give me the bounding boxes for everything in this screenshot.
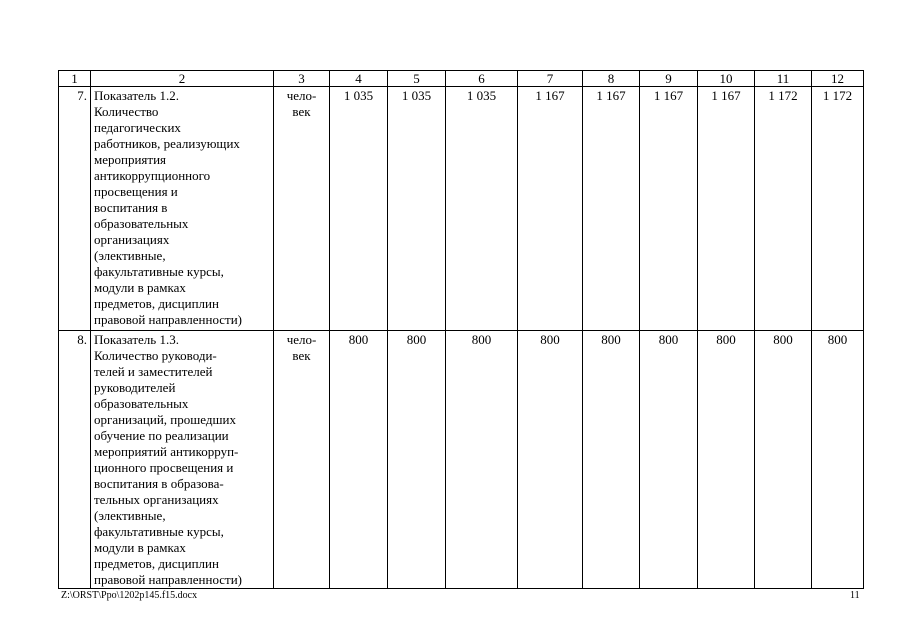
indicator-line: модули в рамках <box>94 540 186 555</box>
row-number: 7. <box>59 87 91 331</box>
value-cell: 800 <box>698 331 755 589</box>
value-cell: 800 <box>330 331 388 589</box>
value-cell: 1 172 <box>812 87 864 331</box>
indicator-line: просвещения и <box>94 184 178 199</box>
value-cell: 800 <box>755 331 812 589</box>
column-number: 10 <box>698 71 755 87</box>
value-cell: 1 035 <box>446 87 518 331</box>
indicator-line: факультативные курсы, <box>94 264 224 279</box>
column-number: 1 <box>59 71 91 87</box>
value-cell: 1 035 <box>388 87 446 331</box>
indicator-line: руководителей <box>94 380 176 395</box>
indicator-line: предметов, дисциплин <box>94 556 219 571</box>
indicator-line: Показатель 1.3. <box>94 332 179 347</box>
indicator-line: мероприятия <box>94 152 167 167</box>
unit-cell <box>274 331 330 589</box>
indicator-line: правовой направленности) <box>94 572 243 587</box>
indicator-line: работников, реализующих <box>94 136 240 151</box>
value-cell: 1 172 <box>755 87 812 331</box>
indicator-line: мероприятий антикорруп- <box>94 444 239 459</box>
indicator-cell <box>91 87 274 331</box>
table-row <box>59 331 864 589</box>
footer-file-path: Z:\ORST\Ppo\1202p145.f15.docx <box>61 590 198 601</box>
column-number: 3 <box>274 71 330 87</box>
column-number: 6 <box>446 71 518 87</box>
indicator-line: правовой направленности) <box>94 312 243 327</box>
value-cell: 800 <box>640 331 698 589</box>
unit-line: чело- <box>286 88 317 103</box>
column-number: 9 <box>640 71 698 87</box>
indicator-line: образовательных <box>94 216 189 231</box>
indicator-line: Количество <box>94 104 159 119</box>
indicator-line: факультативные курсы, <box>94 524 224 539</box>
indicator-line: образовательных <box>94 396 189 411</box>
indicator-line: антикоррупционного <box>94 168 211 183</box>
indicator-line: предметов, дисциплин <box>94 296 219 311</box>
indicator-line: обучение по реализации <box>94 428 229 443</box>
value-cell: 1 167 <box>583 87 640 331</box>
value-cell: 800 <box>446 331 518 589</box>
column-number-row <box>59 71 864 87</box>
indicator-line: (элективные, <box>94 248 166 263</box>
indicator-line: организаций, прошедших <box>94 412 236 427</box>
unit-cell <box>274 87 330 331</box>
column-number: 2 <box>91 71 274 87</box>
value-cell: 800 <box>583 331 640 589</box>
value-cell: 1 167 <box>640 87 698 331</box>
value-cell: 800 <box>812 331 864 589</box>
indicator-line: тельных организациях <box>94 492 219 507</box>
unit-line: чело- <box>286 332 317 347</box>
value-cell: 800 <box>518 331 583 589</box>
value-cell: 800 <box>388 331 446 589</box>
indicator-line: Количество руководи- <box>94 348 217 363</box>
row-number: 8. <box>59 331 91 589</box>
page-number: 11 <box>850 590 860 601</box>
unit-line: век <box>292 348 311 363</box>
indicator-line: педагогических <box>94 120 181 135</box>
column-number: 11 <box>755 71 812 87</box>
value-cell: 1 167 <box>518 87 583 331</box>
indicator-line: воспитания в образова- <box>94 476 224 491</box>
indicator-line: ционного просвещения и <box>94 460 234 475</box>
column-number: 12 <box>812 71 864 87</box>
indicator-line: воспитания в <box>94 200 168 215</box>
column-number: 4 <box>330 71 388 87</box>
indicators-table <box>58 70 864 589</box>
table-row <box>59 87 864 331</box>
indicator-line: модули в рамках <box>94 280 186 295</box>
indicator-line: (элективные, <box>94 508 166 523</box>
unit-line: век <box>292 104 311 119</box>
value-cell: 1 035 <box>330 87 388 331</box>
indicator-cell <box>91 331 274 589</box>
column-number: 5 <box>388 71 446 87</box>
column-number: 7 <box>518 71 583 87</box>
value-cell: 1 167 <box>698 87 755 331</box>
indicator-line: телей и заместителей <box>94 364 213 379</box>
indicator-line: организациях <box>94 232 170 247</box>
column-number: 8 <box>583 71 640 87</box>
indicator-line: Показатель 1.2. <box>94 88 179 103</box>
